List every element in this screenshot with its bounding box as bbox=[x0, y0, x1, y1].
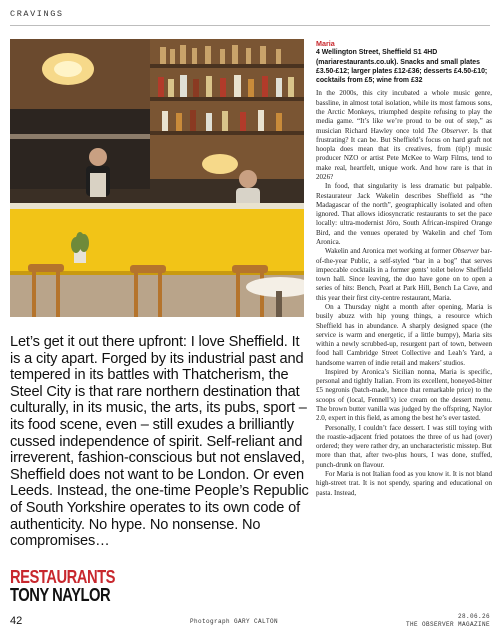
page-footer bbox=[10, 613, 490, 633]
standfirst-text: Let’s get it out there upfront: I love Sheffield. It is a city apart. Forged by its industrial past and tempered in its battles with Thatcherism, the Steel City is that rare northern destination that culturally, in its music, the arts, its pubs, sport – its food scene, even – still exudes a brilliantly cussed independence of spirit. Self-reliant and irreverent, fashion-conscious but not enslaved, Sheffield does not want to be London. Or even Leeds. Instead, the one-time People’s Republic of South Yorkshire operates to its own code of authenticity. No hype. No nonsense. No compromises… bbox=[10, 334, 309, 550]
header-rule bbox=[10, 25, 490, 26]
article-column bbox=[316, 39, 492, 498]
body-paragraph: For Maria is not Italian food as you know it. It is not bland high-street trat. It is not spendy, sparing and educational on pasta. Instead, bbox=[316, 470, 492, 497]
section-label: CRAVINGS bbox=[10, 9, 64, 19]
column-kicker: RESTAURANTS bbox=[10, 567, 116, 587]
body-paragraph: In food, that singularity is less dramatic but palpable. Restaurateur Jack Wakelin describes Sheffield as “the Madagascar of the north”, geographically isolated and often ignored. That allows idiosyncratic restaurants to set the pace locally: ultra-modernist Jöro, South African-inspired Orange Bird, and the venues operated by Wakelin and chef Tom Aronica. bbox=[316, 182, 492, 246]
restaurant-details: 4 Wellington Street, Sheffield S1 4HD (mariarestaurants.co.uk). Snacks and small plates £3.50-£12; larger plates £12-£36; desserts £4.50-£10; cocktails from £5; wine from £32 bbox=[316, 49, 488, 85]
issue-date: 28.06.26 bbox=[457, 613, 490, 620]
body-paragraph: On a Thursday night a month after opening, Maria is busily abuzz with hip young things, a resource which Sheffield has in abundance. A sharply designed space (the service is warm and energetic, if a little bumpy), Maria sits within a newly scrubbed-up, resurgent part of town, between food hall Cambridge Street Collective and Leah’s Yard, a handsome warren of indie retail and makers’ studios. bbox=[316, 302, 492, 367]
magazine-name: THE OBSERVER MAGAZINE bbox=[405, 620, 490, 628]
author-name: TONY NAYLOR bbox=[10, 585, 111, 605]
body-paragraph: Wakelin and Aronica met working at former Observer bar-of-the-year Public, a self-styled “bar in a bog” that serves impeccable cocktails in a former gents’ toilet below Sheffield town hall. Since leaving, the duo have gone on to open a series of hits: Bench, Pearl at Park Hill, Bench La Cave, and this year their first city-centre restaurant, Maria. bbox=[316, 247, 492, 302]
article-body bbox=[316, 89, 492, 497]
byline bbox=[10, 568, 150, 604]
issue-info bbox=[406, 613, 490, 628]
restaurant-photo bbox=[10, 39, 304, 317]
photo-credit: Photograph GARY CALTON bbox=[190, 618, 279, 625]
body-paragraph: Inspired by Aronica’s Sicilian nonna, Maria is specific, personal and tightly Italian. From its excellent, honeyed-bitter £5 negronis (batch-made, hence that remarkable price) to the scoops of (local, Fennell’s) ice cream on the dessert menu. The brown butter vanilla was judged by the offspring, Naylor 2.0, expert in this field, as among the best he’s ever tasted. bbox=[316, 367, 492, 423]
body-paragraph: Personally, I couldn’t face dessert. I was still toying with the roastie-adjacent fried potatoes the three of us had (over) ordered; they were rather dry, an uncharacteristic misstep. But more than that, after two-plus hours, I was done, stuffed, punch-drunk on flavour. bbox=[316, 423, 492, 469]
restaurant-name: Maria bbox=[316, 39, 335, 48]
page-number: 42 bbox=[10, 615, 23, 627]
body-paragraph: In the 2000s, this city incubated a whole music genre, bassline, in almost total isolation, while its most famous sons, the Arctic Monkeys, triumphed despite refusing to play the media game. “It’s like we’re proud to be out of step,” as musician Richard Hawley once told The Observer. Is that frustrating? It can be. But Sheffield’s focus on hard graft not hoopla does mean that its creatives, from (tip!) music producer NZO or artist Pete McKee to Warp Films, tend to make real, heartfelt, unique work. And how rare is that in 2026? bbox=[316, 89, 492, 182]
